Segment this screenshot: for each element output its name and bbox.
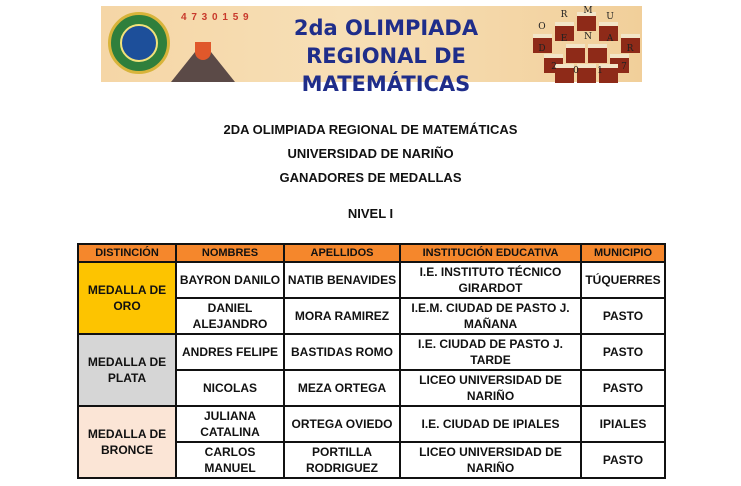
table-row — [78, 406, 665, 442]
column-header-distincion: DISTINCIÓN — [78, 244, 176, 262]
winners-table — [77, 243, 666, 479]
table-row — [78, 262, 665, 298]
column-header-municipio: MUNICIPIO — [581, 244, 665, 262]
cell-nombres: JULIANA CATALINA — [176, 406, 284, 442]
cell-apellidos: BASTIDAS ROMO — [284, 334, 400, 370]
seal-shield-icon — [120, 24, 158, 62]
cell-institucion: I.E. CIUDAD DE IPIALES — [400, 406, 581, 442]
cell-nombres: CARLOS MANUEL — [176, 442, 284, 478]
distinction-gold: MEDALLA DE ORO — [78, 262, 176, 334]
cube-letter: O — [538, 22, 546, 32]
cube-letter: 0 — [573, 66, 579, 76]
cell-apellidos: ORTEGA OVIEDO — [284, 406, 400, 442]
cell-municipio: TÚQUERRES — [581, 262, 665, 298]
heading-olympiad: 2DA OLIMPIADA REGIONAL DE MATEMÁTICAS — [223, 122, 518, 137]
column-header-apellidos: APELLIDOS — [284, 244, 400, 262]
cube-letter: U — [606, 12, 614, 22]
cube-letter: 1 — [597, 66, 603, 76]
cell-apellidos: MORA RAMIREZ — [284, 298, 400, 334]
column-header-institucion: INSTITUCIÓN EDUCATIVA — [400, 244, 581, 262]
heading-university: UNIVERSIDAD DE NARIÑO — [287, 146, 454, 161]
cell-municipio: PASTO — [581, 334, 665, 370]
column-header-nombres: NOMBRES — [176, 244, 284, 262]
cell-apellidos: MEZA ORTEGA — [284, 370, 400, 406]
cube-block — [588, 44, 607, 63]
cell-apellidos: PORTILLA RODRIGUEZ — [284, 442, 400, 478]
heading-winners: GANADORES DE MEDALLAS — [279, 170, 462, 185]
university-seal-logo — [108, 12, 170, 74]
cube-letter: R — [626, 44, 634, 54]
distinction-silver: MEDALLA DE PLATA — [78, 334, 176, 406]
cell-municipio: PASTO — [581, 298, 665, 334]
banner-title-line2: MATEMÁTICAS — [301, 72, 471, 96]
cube-letter: A — [606, 34, 614, 44]
cube-letter: 2 — [551, 62, 557, 72]
cell-municipio: IPIALES — [581, 406, 665, 442]
banner-title-line1: 2da OLIMPIADA REGIONAL DE — [293, 16, 479, 68]
cube-letter: N — [584, 32, 592, 42]
cell-municipio: PASTO — [581, 370, 665, 406]
cube-block — [566, 44, 585, 63]
table-header-row — [78, 244, 665, 262]
lava-icon — [195, 42, 211, 60]
cube-letter: 7 — [621, 62, 627, 72]
cell-institucion: I.E. CIUDAD DE PASTO J. TARDE — [400, 334, 581, 370]
cell-nombres: BAYRON DANILO — [176, 262, 284, 298]
cell-nombres: DANIEL ALEJANDRO — [176, 298, 284, 334]
banner-digits: 4 7 3 0 1 5 9 — [181, 12, 250, 23]
cell-apellidos: NATIB BENAVIDES — [284, 262, 400, 298]
cell-nombres: ANDRES FELIPE — [176, 334, 284, 370]
cube-letter: E — [560, 34, 568, 44]
heading-level: NIVEL I — [347, 206, 394, 221]
cell-municipio: PASTO — [581, 442, 665, 478]
cell-institucion: I.E.M. CIUDAD DE PASTO J. MAÑANA — [400, 298, 581, 334]
header-banner — [101, 6, 642, 96]
cube-letter: R — [560, 10, 568, 20]
table-row — [78, 334, 665, 370]
cube-letter: M — [583, 6, 593, 16]
cell-institucion: LICEO UNIVERSIDAD DE NARIÑO — [400, 442, 581, 478]
cube-letter: D — [538, 44, 546, 54]
distinction-bronze: MEDALLA DE BRONCE — [78, 406, 176, 478]
cubes-logo — [533, 6, 639, 78]
banner-title — [241, 14, 531, 98]
cell-institucion: LICEO UNIVERSIDAD DE NARIÑO — [400, 370, 581, 406]
cell-institucion: I.E. INSTITUTO TÉCNICO GIRARDOT — [400, 262, 581, 298]
cell-nombres: NICOLAS — [176, 370, 284, 406]
